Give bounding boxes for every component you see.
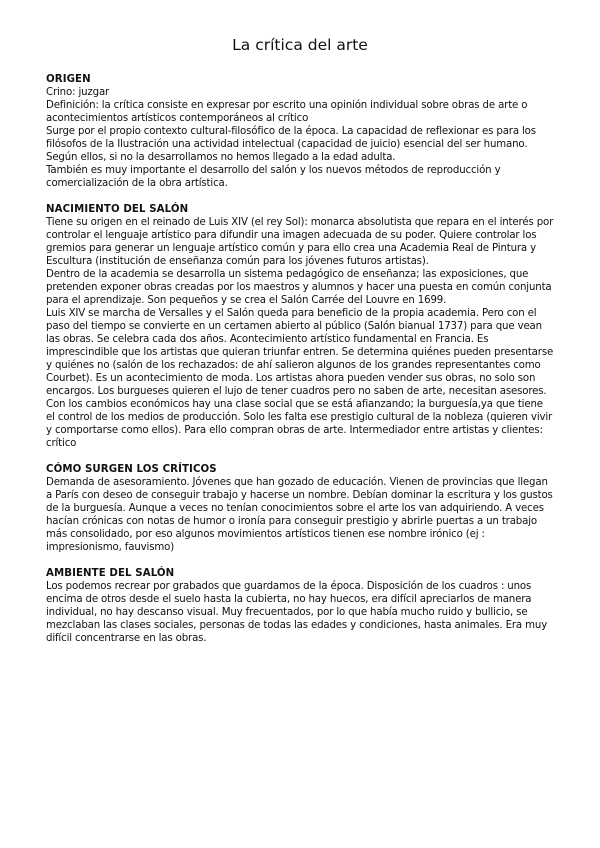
paragraph: Surge por el propio contexto cultural-filosófico de la época. La capacidad de reflexionar es para los filósofos de la Ilustración una actividad intelectual (capacidad de juicio) esencial del ser humano. Según ellos, si no la desarrollamos no hemos llegado a la edad adulta. xyxy=(46,126,536,163)
section-heading: ORIGEN xyxy=(46,74,91,85)
section-origen xyxy=(46,73,554,190)
section-ambiente-del-salon xyxy=(46,567,554,645)
paragraph: Demanda de asesoramiento. Jóvenes que han gozado de educación. Vienen de provincias que llegan a París con deseo de conseguir trabajo y hacerse un nombre. Debían dominar la escritura y los gustos de la burguesía. Aunque a veces no tenían conocimientos sobre el arte los van adquiriendo. A veces hacían crónicas con notas de humor o ironía para conseguir prestigio y abrirle puertas a un trabajo más consolidado, por eso algunos movimientos artísticos tienen ese nombre irónico (ej : impresionismo, fauvismo) xyxy=(46,477,553,553)
paragraph: Los podemos recrear por grabados que guardamos de la época. Disposición de los cuadros : unos encima de otros desde el suelo hasta la cubierta, no hay huecos, era difícil apreciarlos de manera individual, no hay descanso visual. Muy frecuentados, por lo que había mucho ruido y bullicio, se mezclaban las clases sociales, personas de todas las edades y condiciones, hasta animales. Era muy difícil concentrarse en las obras. xyxy=(46,581,548,644)
section-como-surgen-los-criticos xyxy=(46,463,554,554)
section-heading: AMBIENTE DEL SALÓN xyxy=(46,568,175,579)
paragraph: Con los cambios económicos hay una clase social que se está afianzando; la burguesía,ya que tiene el control de los medios de producción. Solo les falta ese prestigio cultural de la nobleza (quieren vivir y comportarse como ellos). Para ello compran obras de arte. Intermediador entre artistas y clientes: crítico xyxy=(46,399,553,449)
paragraph: También es muy importante el desarrollo del salón y los nuevos métodos de reproducción y comercialización de la obra artística. xyxy=(46,165,501,189)
paragraph: Dentro de la academia se desarrolla un sistema pedagógico de enseñanza; las exposiciones, que pretenden exponer obras creadas por los maestros y alumnos y hacer una puesta en común conjunta para el aprendizaje. Son pequeños y se crea el Salón Carrée del Louvre en 1699. xyxy=(46,269,552,306)
paragraph: Crino: juzgar xyxy=(46,87,110,98)
section-heading: NACIMIENTO DEL SALÓN xyxy=(46,204,189,215)
page-title: La crítica del arte xyxy=(232,36,368,54)
paragraph: Luis XIV se marcha de Versalles y el Salón queda para beneficio de la propia academia. Pero con el paso del tiempo se convierte en un certamen abierto al público (Salón bianual 1737) para que vean las obras. Se celebra cada dos años. Acontecimiento artístico fundamental en Francia. Es imprescindible que los artistas que quieran triunfar entren. Se determina quiénes pueden presentarse y quiénes no (salón de los rechazados: de ahí salieron algunos de los grandes representantes como Courbet). Es un acontecimiento de moda. Los artistas ahora pueden vender sus obras, no solo son encargos. Los burgueses quieren el lujo de tener cuadros pero no saben de arte, necesitan asesores. xyxy=(46,308,554,397)
paragraph: Definición: la crítica consiste en expresar por escrito una opinión individual sobre obras de arte o acontecimientos artísticos contemporáneos al crítico xyxy=(46,100,528,124)
section-heading: CÓMO SURGEN LOS CRÍTICOS xyxy=(46,464,217,475)
paragraph: Tiene su origen en el reinado de Luis XIV (el rey Sol): monarca absolutista que repara en el interés por controlar el lenguaje artístico para difundir una imagen adecuada de su poder. Quiere controlar los gremios para generar un lenguaje artístico común y para ello crea una Academia Real de Pintura y Escultura (institución de enseñanza común para los jóvenes futuros artistas). xyxy=(46,217,554,267)
section-nacimiento-del-salon xyxy=(46,203,554,450)
